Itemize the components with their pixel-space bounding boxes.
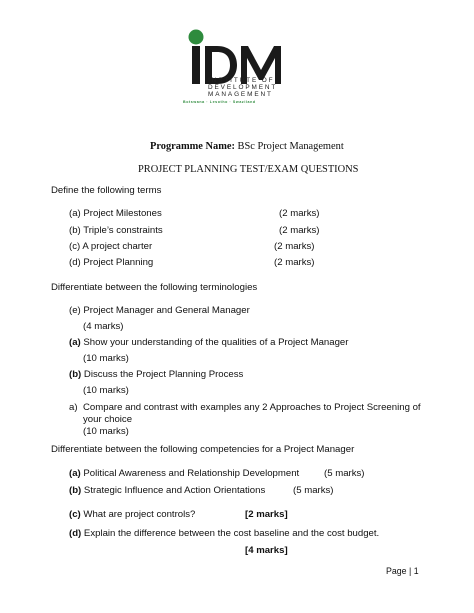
s3-item-b-marks: (5 marks) xyxy=(293,485,334,496)
s2-item-a1-text: Show your understanding of the qualities of a Project Manager xyxy=(80,337,349,348)
s2-item-a2-num: a) xyxy=(69,402,78,413)
s3-item-b-text: Strategic Influence and Action Orientations xyxy=(81,485,266,496)
s1-item-a-marks: (2 marks) xyxy=(279,208,320,219)
s3-item-a-text: Political Awareness and Relationship Development xyxy=(80,468,300,479)
document-title: PROJECT PLANNING TEST/EXAM QUESTIONS xyxy=(138,164,359,175)
section1-heading: Define the following terms xyxy=(51,185,162,196)
s2-item-e-text: (e) Project Manager and General Manager xyxy=(69,305,250,316)
logo-tagline: Botswana · Lesotho · Swaziland xyxy=(183,100,256,104)
section2-heading: Differentiate between the following terminologies xyxy=(51,282,258,293)
logo-letter-i xyxy=(192,46,200,84)
s3-item-c-text: What are project controls? xyxy=(80,509,196,520)
s1-item-a-label: (a) Project Milestones xyxy=(69,208,162,219)
s2-item-b-marks: (10 marks) xyxy=(83,385,129,396)
s1-item-d-marks: (2 marks) xyxy=(274,257,315,268)
programme-value: BSc Project Management xyxy=(234,141,344,152)
section3-heading: Differentiate between the following competencies for a Project Manager xyxy=(51,444,355,455)
page-number: Page | 1 xyxy=(386,566,419,576)
s3-item-d-num: (d) xyxy=(69,528,82,539)
logo-green-dot xyxy=(189,30,204,45)
logo-subtitle-line2: DEVELOPMENT xyxy=(208,84,278,91)
s1-item-c-marks: (2 marks) xyxy=(274,241,315,252)
s1-item-d-label: (d) Project Planning xyxy=(69,257,154,268)
s3-item-d-marks: [4 marks] xyxy=(245,545,288,556)
s1-item-b-label: (b) Triple’s constraints xyxy=(69,225,163,236)
s2-item-a2-marks: (10 marks) xyxy=(83,426,129,437)
s2-item-b-num: (b) xyxy=(69,369,82,380)
s2-item-e-marks: (4 marks) xyxy=(83,321,124,332)
s2-item-b xyxy=(69,369,243,380)
s2-item-b-text: Discuss the Project Planning Process xyxy=(81,369,244,380)
s3-item-d-text: Explain the difference between the cost baseline and the cost budget. xyxy=(81,528,380,539)
idm-logo xyxy=(183,28,295,108)
s2-item-a1 xyxy=(69,337,348,348)
s3-item-a-num: (a) xyxy=(69,468,81,479)
s1-item-b-marks: (2 marks) xyxy=(279,225,320,236)
logo-subtitle-line3: MANAGEMENT xyxy=(208,91,273,98)
s2-item-a2-line1: Compare and contrast with examples any 2 Approaches to Project Screening of xyxy=(83,402,421,413)
s3-item-a-marks: (5 marks) xyxy=(324,468,365,479)
programme-line xyxy=(150,141,344,152)
s3-item-d xyxy=(69,528,379,539)
s3-item-c xyxy=(69,509,195,520)
s2-item-a1-num: (a) xyxy=(69,337,81,348)
s2-item-a1-marks: (10 marks) xyxy=(83,353,129,364)
s2-item-a2-line2: your choice xyxy=(83,414,133,425)
s3-item-b xyxy=(69,485,265,496)
s3-item-a xyxy=(69,468,299,479)
programme-label: Programme Name: xyxy=(150,141,235,152)
s3-item-b-num: (b) xyxy=(69,485,82,496)
logo-subtitle-line1: INSTITUTE OF xyxy=(208,77,275,84)
s3-item-c-num: (c) xyxy=(69,509,81,520)
s1-item-c-label: (c) A project charter xyxy=(69,241,153,252)
s3-item-c-marks: [2 marks] xyxy=(245,509,288,520)
